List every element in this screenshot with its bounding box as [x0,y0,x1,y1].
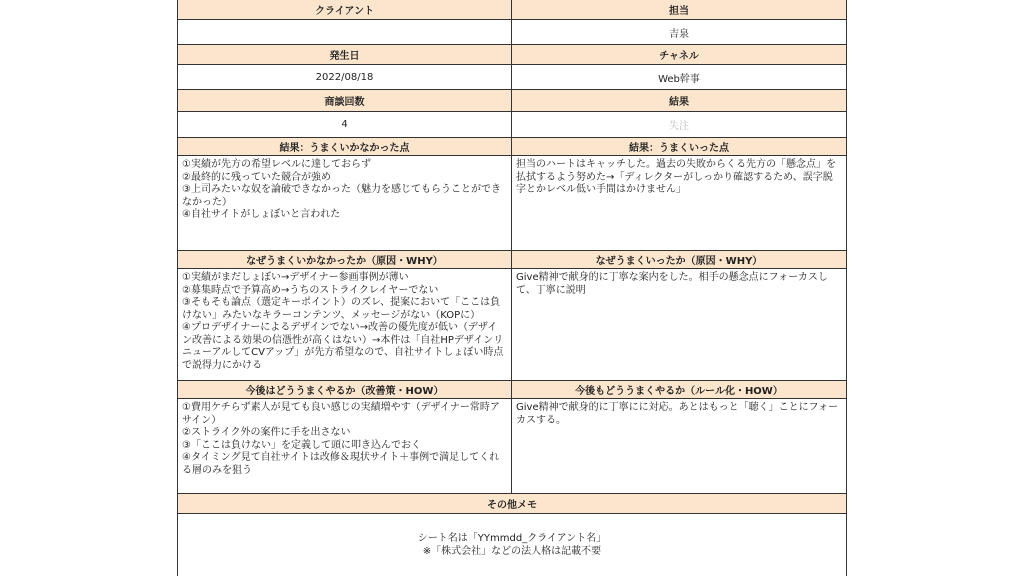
result-label: 結果 [512,90,846,112]
meetings-value[interactable]: 4 [178,112,512,138]
row-memo-header [178,494,846,514]
why-good-text[interactable]: Give精神で献身的に丁寧な案内をした。相手の懸念点にフォーカスして、丁寧に説明 [512,269,846,381]
row-date-channel-header [178,45,846,65]
row-client-person-header [178,0,846,20]
row-date-channel-value [178,65,846,90]
how-good-heading: 今後もどううまくやるか（ルール化・HOW） [512,381,846,399]
good-points-text[interactable]: 担当のハートはキャッチした。過去の失敗からくる先方の「懸念点」を払拭するよう努めた→「ディレクターがしっかり確認するため、誤字脱字とかレベル低い手間はかけません」 [512,156,846,251]
row-memo-body [178,514,846,576]
row-why-header [178,251,846,269]
row-meetings-result-header [178,90,846,112]
report-sheet [177,0,847,576]
memo-heading: その他メモ [178,494,846,514]
memo-line-2: ※「株式会社」などの法人格は記載不要 [422,546,602,557]
bad-points-text[interactable]: ①実績が先方の希望レベルに達しておらず ②最終的に残っていた競合が強め ③上司みたいな奴を論破できなかった（魅力を感じてもらうことができなかった） ④自社サイトがしょぼいと言われた [178,156,512,251]
row-meetings-result-value [178,112,846,138]
result-value[interactable]: 失注 [512,112,846,138]
why-bad-heading: なぜうまくいかなかったか（原因・WHY） [178,251,512,269]
channel-label: チャネル [512,45,846,65]
row-why-body [178,269,846,381]
row-client-person-value [178,20,846,45]
row-how-header [178,381,846,399]
date-value[interactable]: 2022/08/18 [178,65,512,90]
client-value[interactable] [178,20,512,45]
meetings-label: 商談回数 [178,90,512,112]
how-bad-text[interactable]: ①費用ケチらず素人が見ても良い感じの実績増やす（デザイナー常時アサイン） ②ストライク外の案件に手を出さない ③「ここは負けない」を定義して頭に叩き込んでおく ④タイミング見て自社サイトは改修＆現状サイト＋事例で満足してくれる層のみを狙う [178,399,512,494]
how-good-text[interactable]: Give精神で献身的に丁寧にに対応。あとはもっと「聴く」ことにフォーカスする。 [512,399,846,494]
date-label: 発生日 [178,45,512,65]
why-bad-text[interactable]: ①実績がまだしょぼい→デザイナー参画事例が薄い ②募集時点で予算高め→うちのストライクレイヤーでない ③そもそも論点（選定キーポイント）のズレ、提案において「ここは負けない」みたいなキラーコンテンツ、メッセージがない（KOPに） ④プロデザイナーによるデザインでない→改善の優先度が低い（デザイン改善による効果の信憑性が高くはない）→本件は「自社HPデザインリニューアルしてCVアップ」が先方希望なので、自社サイトしょぼい時点で説得力にかける [178,269,512,381]
client-label: クライアント [178,0,512,20]
good-points-heading: 結果：うまくいった点 [512,138,846,156]
row-how-body [178,399,846,494]
row-result-body [178,156,846,251]
bad-points-heading: 結果：うまくいかなかった点 [178,138,512,156]
why-good-heading: なぜうまくいったか（原因・WHY） [512,251,846,269]
how-bad-heading: 今後はどううまくやるか（改善策・HOW） [178,381,512,399]
row-result-header [178,138,846,156]
channel-value[interactable]: Web幹事 [512,65,846,90]
memo-cell[interactable] [178,514,846,576]
person-value[interactable]: 吉泉 [512,20,846,45]
person-label: 担当 [512,0,846,20]
memo-line-1: シート名は「YYmmdd_クライアント名」 [417,533,607,544]
